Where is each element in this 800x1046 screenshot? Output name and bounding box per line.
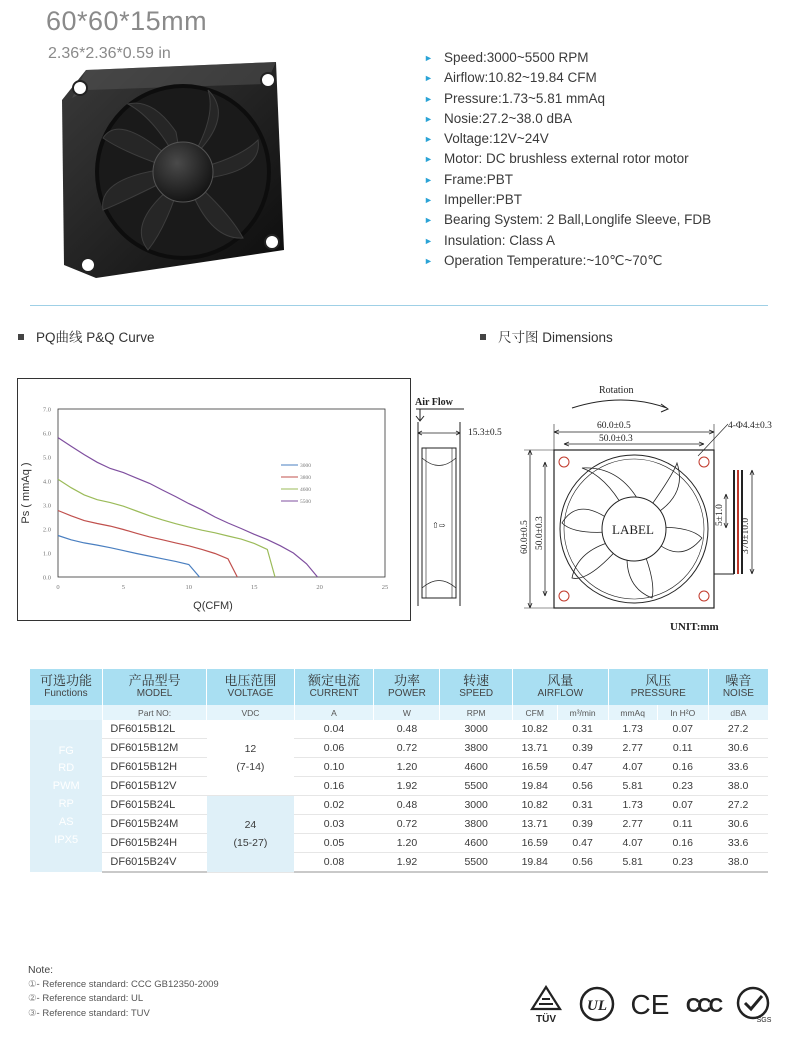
function-option: RD bbox=[58, 762, 75, 775]
air-flow-arrow-icon bbox=[416, 409, 424, 421]
x-tick-label: 25 bbox=[381, 584, 389, 591]
voltage-cell bbox=[207, 720, 294, 796]
current-cell: 0.10 bbox=[294, 758, 374, 777]
bullet-icon: ► bbox=[424, 113, 433, 124]
inh2o-cell: 0.16 bbox=[657, 834, 708, 853]
model-cell: DF6015B24M bbox=[102, 815, 206, 834]
spec-item-frame: ► Frame:PBT bbox=[424, 170, 711, 190]
spec-item-speed: ► Speed:3000~5500 RPM bbox=[424, 48, 711, 68]
x-axis-label: Q(CFM) bbox=[193, 600, 233, 612]
inh2o-cell: 0.07 bbox=[657, 720, 708, 739]
legend-label: 4600 bbox=[300, 487, 311, 493]
model-spec-table bbox=[30, 669, 768, 873]
spec-item-insulation: ► Insulation: Class A bbox=[424, 231, 711, 251]
thickness-dim: 15.3±0.5 bbox=[468, 428, 502, 438]
spec-item-airflow: ► Airflow:10.82~19.84 CFM bbox=[424, 68, 711, 88]
m3-cell: 0.56 bbox=[557, 853, 608, 873]
model-cell: DF6015B24V bbox=[102, 853, 206, 873]
unit-cell: RPM bbox=[440, 705, 512, 720]
spec-list bbox=[424, 48, 711, 271]
mmaq-cell: 1.73 bbox=[608, 720, 657, 739]
mmaq-cell: 4.07 bbox=[608, 834, 657, 853]
rotation-arrow-icon bbox=[572, 400, 668, 412]
sgs-logo-icon bbox=[734, 985, 774, 1025]
y-tick-label: 7.0 bbox=[42, 406, 51, 414]
dba-cell: 33.6 bbox=[708, 758, 768, 777]
outer-height-dim: 60.0±0.5 bbox=[520, 520, 530, 554]
pq-curve-heading: PQ曲线 P&Q Curve bbox=[18, 326, 155, 346]
unit-cell: m³/min bbox=[557, 705, 608, 720]
bullet-icon: ► bbox=[424, 134, 433, 145]
cfm-cell: 13.71 bbox=[512, 815, 557, 834]
x-tick-label: 5 bbox=[121, 584, 126, 591]
speed-cell: 5500 bbox=[440, 777, 512, 796]
model-cell: DF6015B24H bbox=[102, 834, 206, 853]
note-item: ①- Reference standard: CCC GB12350-2009 bbox=[28, 978, 219, 990]
unit-cell: W bbox=[374, 705, 440, 720]
spec-item-motor: ► Motor: DC brushless external rotor motor bbox=[424, 149, 711, 169]
plot-frame bbox=[58, 409, 385, 577]
mmaq-cell: 2.77 bbox=[608, 815, 657, 834]
current-cell: 0.16 bbox=[294, 777, 374, 796]
thickness-dim-line bbox=[418, 431, 460, 435]
unit-cell: Part NO: bbox=[102, 705, 206, 720]
ce-logo-icon bbox=[630, 985, 670, 1021]
col-header-functions: 可选功能 Functions bbox=[30, 669, 102, 705]
dba-cell: 27.2 bbox=[708, 796, 768, 815]
page-subtitle: 2.36*2.36*0.59 in bbox=[48, 45, 171, 62]
spec-item-temperature: ► Operation Temperature:~10℃~70℃ bbox=[424, 251, 711, 271]
m3-cell: 0.47 bbox=[557, 834, 608, 853]
inh2o-cell: 0.23 bbox=[657, 853, 708, 873]
col-header-speed: 转速 SPEED bbox=[440, 669, 512, 705]
function-option: IPX5 bbox=[54, 833, 79, 846]
legend-label: 3800 bbox=[300, 475, 311, 481]
leader-line bbox=[698, 424, 728, 456]
cfm-cell: 19.84 bbox=[512, 777, 557, 796]
functions-cell bbox=[30, 720, 102, 872]
table-row bbox=[30, 758, 768, 777]
power-cell: 1.20 bbox=[374, 758, 440, 777]
table-row bbox=[30, 739, 768, 758]
voltage-range: (7-14) bbox=[236, 760, 265, 773]
svg-text:TÜV: TÜV bbox=[536, 1014, 556, 1025]
col-header-model: 产品型号 MODEL bbox=[102, 669, 206, 705]
y-tick-label: 4.0 bbox=[42, 478, 51, 486]
dimension-drawing bbox=[412, 378, 794, 640]
ccc-logo-icon bbox=[682, 985, 724, 1021]
dba-cell: 38.0 bbox=[708, 777, 768, 796]
rotation-label: Rotation bbox=[599, 385, 634, 396]
bullet-icon: ► bbox=[424, 73, 433, 84]
col-header-voltage: 电压范围 VOLTAGE bbox=[207, 669, 294, 705]
bullet-icon: ► bbox=[424, 255, 433, 266]
notes bbox=[28, 963, 219, 1021]
col-header-power: 功率 POWER bbox=[374, 669, 440, 705]
model-cell: DF6015B12H bbox=[102, 758, 206, 777]
table-unit-row bbox=[30, 705, 768, 720]
legend-label: 5500 bbox=[300, 499, 311, 505]
series-line-3800 bbox=[58, 511, 237, 578]
pq-chart bbox=[17, 378, 411, 621]
legend-label: 3000 bbox=[300, 463, 311, 469]
power-cell: 0.72 bbox=[374, 815, 440, 834]
spec-item-impeller: ► Impeller:PBT bbox=[424, 190, 711, 210]
y-tick-label: 1.0 bbox=[42, 550, 51, 558]
current-cell: 0.03 bbox=[294, 815, 374, 834]
inh2o-cell: 0.07 bbox=[657, 796, 708, 815]
current-cell: 0.02 bbox=[294, 796, 374, 815]
col-header-airflow: 风量 AIRFLOW bbox=[512, 669, 608, 705]
spec-item-noise: ► Nosie:27.2~38.0 dBA bbox=[424, 109, 711, 129]
series-line-4600 bbox=[58, 479, 275, 577]
table-row bbox=[30, 834, 768, 853]
square-bullet-icon bbox=[480, 334, 486, 340]
cfm-cell: 16.59 bbox=[512, 834, 557, 853]
svg-text:SGS: SGS bbox=[756, 1017, 772, 1024]
current-cell: 0.08 bbox=[294, 853, 374, 873]
inh2o-cell: 0.16 bbox=[657, 758, 708, 777]
power-cell: 0.48 bbox=[374, 720, 440, 739]
function-option: PWM bbox=[52, 780, 80, 793]
inh2o-cell: 0.11 bbox=[657, 815, 708, 834]
m3-cell: 0.39 bbox=[557, 815, 608, 834]
power-cell: 1.92 bbox=[374, 777, 440, 796]
rotation-symbol: ⇧⇨ bbox=[432, 521, 446, 530]
cfm-cell: 13.71 bbox=[512, 739, 557, 758]
table-row bbox=[30, 777, 768, 796]
spec-item-pressure: ► Pressure:1.73~5.81 mmAq bbox=[424, 89, 711, 109]
inh2o-cell: 0.11 bbox=[657, 739, 708, 758]
voltage-value: 24 bbox=[244, 818, 257, 831]
voltage-cell bbox=[207, 796, 294, 873]
unit-cell: VDC bbox=[207, 705, 294, 720]
function-option: RP bbox=[58, 798, 74, 810]
model-cell: DF6015B12M bbox=[102, 739, 206, 758]
voltage-value: 12 bbox=[244, 742, 257, 755]
outer-width-dim: 60.0±0.5 bbox=[597, 421, 631, 431]
mmaq-cell: 2.77 bbox=[608, 739, 657, 758]
side-view bbox=[418, 422, 460, 606]
y-tick-label: 3.0 bbox=[42, 502, 51, 510]
cfm-cell: 19.84 bbox=[512, 853, 557, 873]
x-tick-label: 20 bbox=[316, 584, 323, 591]
speed-cell: 3800 bbox=[440, 815, 512, 834]
unit-cell: A bbox=[294, 705, 374, 720]
bullet-icon: ► bbox=[424, 93, 433, 104]
table-row bbox=[30, 720, 768, 739]
svg-text:CE: CE bbox=[630, 989, 670, 1020]
power-cell: 1.92 bbox=[374, 853, 440, 873]
table-row bbox=[30, 796, 768, 815]
speed-cell: 3000 bbox=[440, 720, 512, 739]
power-cell: 0.72 bbox=[374, 739, 440, 758]
dba-cell: 27.2 bbox=[708, 720, 768, 739]
unit-cell bbox=[30, 705, 102, 720]
note-item: ②- Reference standard: UL bbox=[28, 993, 144, 1004]
table-row bbox=[30, 853, 768, 873]
speed-cell: 4600 bbox=[440, 758, 512, 777]
spec-item-voltage: ► Voltage:12V~24V bbox=[424, 129, 711, 149]
series-line-3000 bbox=[58, 536, 200, 578]
dimensions-heading: 尺寸图 Dimensions bbox=[480, 326, 613, 346]
dba-cell: 38.0 bbox=[708, 853, 768, 873]
section-divider bbox=[30, 305, 768, 306]
x-tick-label: 15 bbox=[250, 584, 258, 591]
page-title: 60*60*15mm bbox=[46, 6, 208, 36]
cfm-cell: 10.82 bbox=[512, 720, 557, 739]
power-cell: 0.48 bbox=[374, 796, 440, 815]
ul-logo-icon bbox=[578, 985, 616, 1023]
current-cell: 0.05 bbox=[294, 834, 374, 853]
dba-cell: 33.6 bbox=[708, 834, 768, 853]
bullet-icon: ► bbox=[424, 174, 433, 185]
x-tick-label: 10 bbox=[185, 584, 193, 591]
bullet-icon: ► bbox=[424, 195, 433, 206]
y-tick-label: 5.0 bbox=[42, 454, 51, 462]
bullet-icon: ► bbox=[424, 154, 433, 165]
dba-cell: 30.6 bbox=[708, 739, 768, 758]
y-tick-label: 2.0 bbox=[42, 526, 51, 534]
wire-offset-dim: 5±1.0 bbox=[715, 504, 725, 526]
hole-spacing-v-dim: 50.0±0.3 bbox=[535, 516, 545, 550]
svg-text:UL: UL bbox=[587, 998, 607, 1014]
m3-cell: 0.31 bbox=[557, 720, 608, 739]
col-header-current: 额定电流 CURRENT bbox=[294, 669, 374, 705]
model-cell: DF6015B12L bbox=[102, 720, 206, 739]
function-option: FG bbox=[58, 744, 74, 757]
mounting-holes-dim: 4-Φ4.4±0.3 bbox=[728, 421, 772, 431]
unit-cell: mmAq bbox=[608, 705, 657, 720]
tuv-logo-icon bbox=[528, 985, 564, 1025]
col-header-pressure: 风压 PRESSURE bbox=[608, 669, 708, 705]
model-cell: DF6015B12V bbox=[102, 777, 206, 796]
inh2o-cell: 0.23 bbox=[657, 777, 708, 796]
table-row bbox=[30, 815, 768, 834]
series-line-5500 bbox=[58, 438, 318, 577]
cfm-cell: 10.82 bbox=[512, 796, 557, 815]
unit-cell: CFM bbox=[512, 705, 557, 720]
unit-cell: In H²O bbox=[657, 705, 708, 720]
function-option: AS bbox=[58, 815, 74, 828]
outer-width-dim-line bbox=[554, 430, 714, 434]
mmaq-cell: 4.07 bbox=[608, 758, 657, 777]
spec-item-bearing: ► Bearing System: 2 Ball,Longlife Sleeve, FDB bbox=[424, 210, 711, 230]
y-tick-label: 6.0 bbox=[42, 430, 51, 438]
hole-spacing-dim: 50.0±0.3 bbox=[599, 434, 633, 444]
fan-product-photo bbox=[58, 60, 288, 280]
hole-spacing-dim-line bbox=[564, 442, 704, 446]
air-flow-label: Air Flow bbox=[415, 397, 453, 408]
notes-heading: Note: bbox=[28, 964, 54, 976]
unit-label: UNIT:mm bbox=[670, 621, 719, 633]
bullet-icon: ► bbox=[424, 235, 433, 246]
voltage-range: (15-27) bbox=[233, 836, 268, 849]
m3-cell: 0.31 bbox=[557, 796, 608, 815]
mmaq-cell: 1.73 bbox=[608, 796, 657, 815]
m3-cell: 0.56 bbox=[557, 777, 608, 796]
label-text: LABEL bbox=[612, 522, 654, 537]
current-cell: 0.04 bbox=[294, 720, 374, 739]
pq-chart-svg bbox=[18, 379, 410, 620]
model-cell: DF6015B24L bbox=[102, 796, 206, 815]
mmaq-cell: 5.81 bbox=[608, 777, 657, 796]
col-header-noise: 噪音 NOISE bbox=[708, 669, 768, 705]
lead-length-dim: 370±10.0 bbox=[741, 517, 751, 554]
unit-cell: dBA bbox=[708, 705, 768, 720]
bullet-icon: ► bbox=[424, 53, 433, 63]
speed-cell: 4600 bbox=[440, 834, 512, 853]
current-cell: 0.06 bbox=[294, 739, 374, 758]
table-header-row bbox=[30, 669, 768, 705]
power-cell: 1.20 bbox=[374, 834, 440, 853]
dba-cell: 30.6 bbox=[708, 815, 768, 834]
y-tick-label: 0.0 bbox=[42, 574, 51, 582]
y-axis-label: Ps ( mmAq ) bbox=[20, 462, 32, 524]
x-tick-label: 0 bbox=[56, 584, 60, 591]
speed-cell: 5500 bbox=[440, 853, 512, 873]
speed-cell: 3000 bbox=[440, 796, 512, 815]
svg-text:CCC: CCC bbox=[685, 995, 721, 1017]
mmaq-cell: 5.81 bbox=[608, 853, 657, 873]
square-bullet-icon bbox=[18, 334, 24, 340]
cfm-cell: 16.59 bbox=[512, 758, 557, 777]
note-item: ③- Reference standard: TUV bbox=[28, 1007, 150, 1019]
bullet-icon: ► bbox=[424, 215, 433, 226]
speed-cell: 3800 bbox=[440, 739, 512, 758]
m3-cell: 0.47 bbox=[557, 758, 608, 777]
m3-cell: 0.39 bbox=[557, 739, 608, 758]
